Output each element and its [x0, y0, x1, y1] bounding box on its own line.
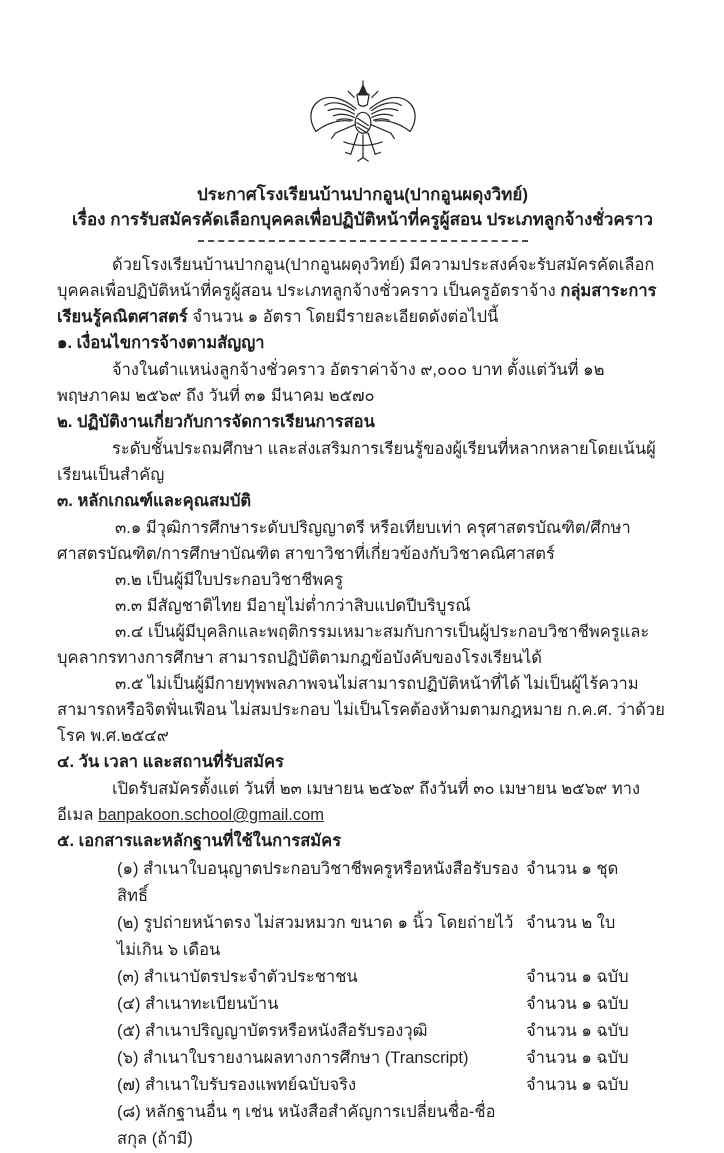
- document-item-row: [57, 910, 668, 964]
- section-2-body: ระดับชั้นประถมศึกษา และส่งเสริมการเรียนรู้ของผู้เรียนที่หลากหลายโดยเน้นผู้เรียนเป็นสำคัญ: [57, 440, 656, 484]
- document-item-label: (๗) สำเนาใบรับรองแพทย์ฉบับจริง: [117, 1076, 357, 1094]
- document-subject: เรื่อง การรับสมัครคัดเลือกบุคคลเพื่อปฏิบัติหน้าที่ครูผู้สอน ประเภทลูกจ้างชั่วคราว: [72, 210, 653, 229]
- document-item-label: (๑) สำเนาใบอนุญาตประกอบวิชาชีพครูหรือหนังสือรับรองสิทธิ์: [117, 860, 519, 905]
- intro-paragraph: [57, 252, 668, 330]
- separator-line: [198, 240, 528, 242]
- application-period-text: เปิดรับสมัครตั้งแต่ วันที่ ๒๓ เมษายน ๒๕๖๙ ถึงวันที่ ๓๐ เมษายน ๒๕๖๙ ทางอีเมล: [57, 780, 641, 824]
- section-2-heading: ๒. ปฏิบัติงานเกี่ยวกับการจัดการเรียนการสอน: [57, 413, 375, 431]
- document-item-qty: จำนวน ๑ ฉบับ: [526, 1049, 629, 1067]
- qualification-item: ๓.๔ เป็นผู้มีบุคลิกและพฤติกรรมเหมาะสมกับการเป็นผู้ประกอบวิชาชีพครูและบุคลากรทางการศึกษา สามารถปฏิบัติตามกฎข้อบังคับของโรงเรียนได้: [57, 623, 650, 667]
- document-item-row: [57, 1045, 668, 1072]
- document-item-qty: จำนวน ๑ ฉบับ: [526, 1022, 629, 1040]
- document-title: ประกาศโรงเรียนบ้านปากอูน(ปากอูนผดุงวิทย์): [197, 185, 528, 204]
- document-item-label: (๘) หลักฐานอื่น ๆ เช่น หนังสือสำคัญการเปลี่ยนชื่อ-ชื่อสกุล (ถ้ามี): [117, 1103, 496, 1148]
- document-item-row: [57, 991, 668, 1018]
- document-item-label: (๕) สำเนาปริญญาบัตรหรือหนังสือรับรองวุฒิ: [117, 1022, 428, 1040]
- document-item-label: (๓) สำเนาบัตรประจำตัวประชาชน: [117, 968, 358, 986]
- document-item-qty: จำนวน ๑ ฉบับ: [526, 968, 629, 986]
- document-item-label: (๔) สำเนาทะเบียนบ้าน: [117, 995, 279, 1013]
- section-4-heading: ๔. วัน เวลา และสถานที่รับสมัคร: [57, 753, 284, 771]
- document-item-row: [57, 1018, 668, 1045]
- qualification-item: ๓.๓ มีสัญชาติไทย มีอายุไม่ต่ำกว่าสิบแปดปีบริบูรณ์: [115, 597, 471, 615]
- qualification-item: ๓.๕ ไม่เป็นผู้มีกายทุพพลภาพจนไม่สามารถปฏิบัติหน้าที่ได้ ไม่เป็นผู้ไร้ความสามารถหรือจิตฟั่นเฟือน ไม่สมประกอบ ไม่เป็นโรคต้องห้ามตามกฎหมาย ก.ค.ศ. ว่าด้วยโรค พ.ศ.๒๕๔๙: [57, 675, 665, 745]
- document-item-label: (๒) รูปถ่ายหน้าตรง ไม่สวมหมวก ขนาด ๑ นิ้ว โดยถ่ายไว้ไม่เกิน ๖ เดือน: [117, 914, 514, 959]
- section-5-heading: ๕. เอกสารและหลักฐานที่ใช้ในการสมัคร: [57, 832, 342, 850]
- qualification-item: ๓.๑ มีวุฒิการศึกษาระดับปริญญาตรี หรือเทียบเท่า ครุศาสตรบัณฑิต/​ศึกษาศาสตรบัณฑิต/​การศึกษาบัณฑิต สาขาวิชาที่เกี่ยวข้องกับวิชาคณิศาสตร์: [57, 519, 631, 563]
- document-item-qty: จำนวน ๑ ชุด: [526, 860, 619, 878]
- qualification-item: ๓.๒ เป็นผู้มีใบประกอบวิชาชีพครู: [115, 571, 344, 589]
- document-item-qty: จำนวน ๒ ใบ: [526, 914, 616, 932]
- email-link[interactable]: banpakoon.school@gmail.com: [98, 806, 325, 824]
- required-documents-list: [57, 856, 668, 1153]
- intro-text-after: จำนวน ๑ อัตรา โดยมีรายละเอียดดังต่อไปนี้: [187, 308, 499, 326]
- document-item-row: [57, 964, 668, 991]
- document-item-row: [57, 856, 668, 910]
- document-item-row: [57, 1072, 668, 1099]
- section-3-heading: ๓. หลักเกณฑ์และคุณสมบัติ: [57, 492, 252, 510]
- subject-group-name: กลุ่มสาระการเรียนรู้คณิตศาสตร์: [57, 282, 657, 326]
- document-item-qty: จำนวน ๑ ฉบับ: [526, 995, 629, 1013]
- section-4-body: [57, 776, 668, 828]
- garuda-emblem-icon: [57, 80, 668, 176]
- document-item-row: [57, 1099, 668, 1153]
- section-1-body: จ้างในตำแหน่งลูกจ้างชั่วคราว อัตราค่าจ้าง ๙,๐๐๐ บาท ตั้งแต่วันที่ ๑๒ พฤษภาคม ๒๕๖๙ ถึง วันที่ ๓๑ มีนาคม ๒๕๗๐: [57, 361, 605, 405]
- document-item-label: (๖) สำเนาใบรายงานผลทางการศึกษา (Transcript): [117, 1049, 469, 1067]
- document-item-qty: จำนวน ๑ ฉบับ: [526, 1076, 629, 1094]
- intro-text-before: ด้วยโรงเรียนบ้านปากอูน(ปากอูนผดุงวิทย์) มีความประสงค์จะรับสมัครคัดเลือกบุคคลเพื่อปฏิบัติ​หน้าที่ครูผู้สอน ประเภทลูกจ้างชั่วคราว เป็นครูอัตราจ้าง: [57, 256, 655, 300]
- section-1-heading: ๑. เงื่อนไขการจ้างตามสัญญา: [57, 334, 265, 352]
